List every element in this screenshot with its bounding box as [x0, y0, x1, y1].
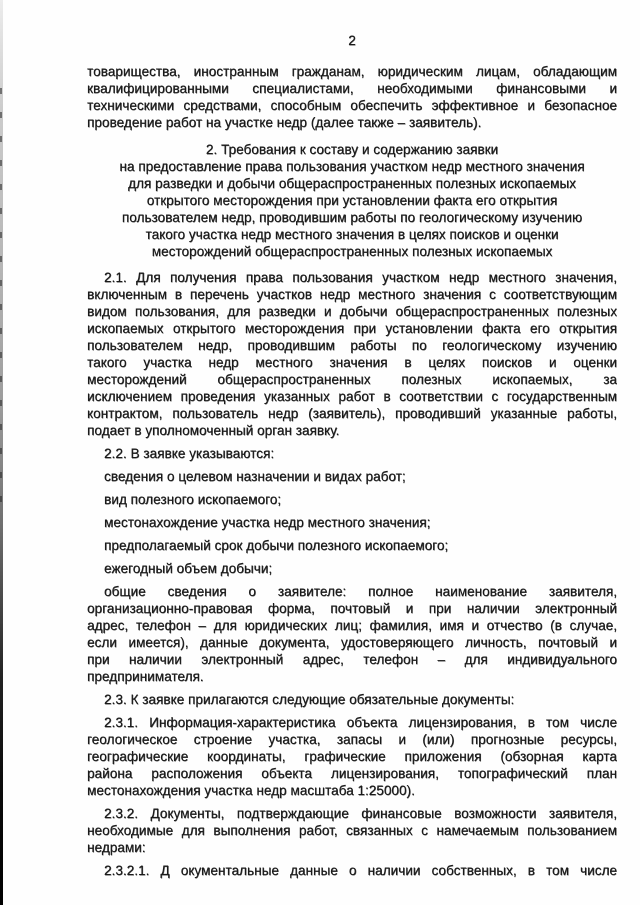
- paragraph-2-3-1-line: 2.3.1. Информация-характеристика объекта лицензирования, в том числе: [104, 715, 617, 730]
- paragraph-2-1-line: 2.1. Для получения права пользования участком недр местного значения,: [104, 270, 617, 285]
- paragraph-2-3-2-line: 2.3.2. Документы, подтверждающие финансовые возможности заявителя,: [104, 806, 617, 821]
- paragraph-2-1-line: месторождений общераспространенных полезных ископаемых, за: [87, 372, 617, 387]
- paragraph-2-3-line: 2.3. К заявке прилагаются следующие обязательные документы:: [104, 692, 515, 707]
- paragraph-2-3-1-line: района расположения объекта лицензирования, топографический план: [87, 766, 617, 781]
- paragraph-general-info-line: общие сведения о заявителе: полное наименование заявителя,: [104, 584, 617, 599]
- section-heading-line: на предоставление права пользования участком недр местного значения: [119, 159, 585, 174]
- paragraph-2-2-line: 2.2. В заявке указываются:: [104, 446, 275, 461]
- paragraph-2-3-1-line: геологическое строение участка, запасы и (или) прогнозные ресурсы,: [87, 732, 617, 747]
- paragraph-2-3-2-1-line: 2.3.2.1. Д окументальные данные о наличии собственных, в том числе: [104, 863, 617, 878]
- paragraph-2-1-line: включенным в перечень участков недр местного значения с соответствующим: [87, 287, 617, 302]
- paragraph-continuation-line: квалифицированными специалистами, необходимыми финансовыми и: [87, 81, 617, 96]
- section-heading-line: месторождений общераспространенных полезных ископаемых: [151, 244, 553, 259]
- paragraph-general-info: [87, 583, 617, 685]
- section-heading-line: пользователем недр, проводившим работы по геологическому изучению: [121, 210, 583, 225]
- paragraph-2-1-line: такого участка недр местного значения в целях поисков и оценки: [87, 355, 617, 370]
- section-heading-line: открытого месторождения при установлении факта его открытия: [146, 193, 558, 208]
- paragraph-2-3-2-line: недрами:: [87, 840, 146, 855]
- paragraph-2-3: [87, 691, 617, 708]
- paragraph-continuation-line: техническими средствами, способным обеспечить эффективное и безопасное: [87, 98, 617, 113]
- paragraph-continuation-line: товарищества, иностранным гражданам, юридическим лицам, обладающим: [87, 64, 617, 79]
- paragraph-continuation: [87, 63, 617, 131]
- section-heading-line: 2. Требования к составу и содержанию заявки: [205, 142, 499, 157]
- paragraph-2-1: [87, 269, 617, 439]
- paragraph-general-info-line: если имеется), данные документа, удостоверяющего личность, почтовый и: [87, 635, 617, 650]
- paragraph-continuation-line: проведение работ на участке недр (далее также – заявитель).: [87, 115, 482, 130]
- paragraph-2-1-line: ископаемых открытого месторождения при установлении факта его открытия: [87, 321, 617, 336]
- paragraph-2-3-2-1: [87, 862, 617, 879]
- paragraph-2-2: [87, 445, 617, 462]
- paragraph-2-3-1-line: географические координаты, графические приложения (обзорная карта: [87, 749, 617, 764]
- list-item-location: [87, 514, 617, 531]
- paragraph-2-3-1: [87, 714, 617, 799]
- list-item-term-line: предполагаемый срок добычи полезного ископаемого;: [104, 538, 449, 553]
- paragraph-2-1-line: исключением проведения указанных работ в соответствии с государственным: [87, 389, 617, 404]
- paragraph-2-1-line: контрактом, пользователь недр (заявитель), проводивший указанные работы,: [87, 406, 617, 421]
- list-item-annual-volume-line: ежегодный объем добычи;: [104, 561, 273, 576]
- paragraph-general-info-line: адрес, телефон – для юридических лиц; фамилия, имя и отчество (в случае,: [87, 618, 617, 633]
- section-heading-line: для разведки и добычи общераспространенных полезных ископаемых: [128, 176, 576, 191]
- scan-dash-artifact: [0, 88, 2, 518]
- paragraph-general-info-line: организационно-правовая форма, почтовый и при наличии электронный: [87, 601, 617, 616]
- list-item-annual-volume: [87, 560, 617, 577]
- paragraph-2-1-line: пользователем недр, проводившим работы по геологическому изучению: [87, 338, 617, 353]
- paragraph-2-3-2-line: необходимые для выполнения работ, связанных с намечаемым пользованием: [87, 823, 617, 838]
- paragraph-general-info-line: предпринимателя.: [87, 669, 204, 684]
- list-item-term: [87, 537, 617, 554]
- document-blocks: [87, 63, 617, 879]
- paragraph-general-info-line: при наличии электронный адрес, телефон – для индивидуального: [87, 652, 617, 667]
- list-item-location-line: местонахождение участка недр местного значения;: [104, 515, 431, 530]
- page-number: 2: [348, 33, 356, 48]
- paragraph-2-3-1-line: местонахождения участка недр масштаба 1:25000).: [87, 783, 415, 798]
- paragraph-2-3-2: [87, 805, 617, 856]
- section-heading-line: такого участка недр местного значения в целях поисков и оценки: [145, 227, 559, 242]
- list-item-mineral-type: [87, 491, 617, 508]
- list-item-purpose-line: сведения о целевом назначении и видах работ;: [104, 469, 406, 484]
- list-item-mineral-type-line: вид полезного ископаемого;: [104, 492, 282, 507]
- paragraph-2-1-line: подает в уполномоченный орган заявку.: [87, 423, 340, 438]
- section-heading: [87, 141, 617, 260]
- paragraph-2-1-line: видом пользования, для разведки и добычи общераспространенных полезных: [87, 304, 617, 319]
- list-item-purpose: [87, 468, 617, 485]
- document-content: [87, 32, 617, 879]
